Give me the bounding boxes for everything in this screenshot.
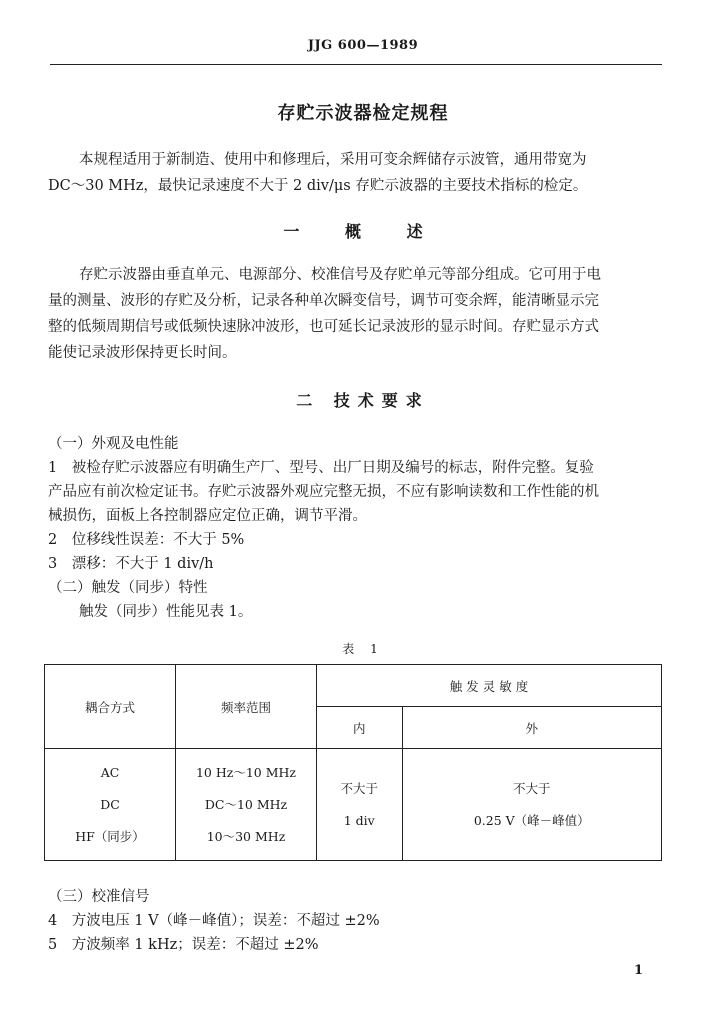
requirements-block [48, 432, 599, 624]
subsection-trigger: （二）触发（同步）特性 [48, 580, 208, 596]
table-cell: AC [100, 764, 120, 780]
table-cell: 10～30 MHz [206, 828, 286, 844]
intro-line: DC～30 MHz，最快记录速度不大于 2 div/μs 存贮示波器的主要技术指标的检定。 [48, 178, 588, 194]
standard-code: JJG 600—1989 [307, 38, 419, 53]
header-external: 外 [402, 707, 661, 749]
table-cell: DC～10 MHz [204, 796, 288, 812]
header-divider [50, 64, 662, 65]
table-cell: 不大于 [513, 780, 551, 796]
section-heading-requirements: 二 技术要求 [296, 391, 430, 410]
intro-paragraph [48, 147, 668, 199]
header-frequency: 频率范围 [176, 665, 317, 749]
requirement-item-1-cont: 产品应有前次检定证书。存贮示波器外观应完整无损，不应有影响读数和工作性能的机 [48, 484, 599, 500]
section-heading-overview: 一 概 述 [283, 222, 443, 241]
external-value [402, 749, 661, 861]
calibration-block [48, 885, 380, 957]
overview-line: 整的低频周期信号或低频快速脉冲波形，也可延长记录波形的显示时间。存贮显示方式 [48, 319, 599, 335]
overview-paragraph [48, 262, 668, 366]
subsection-appearance: （一）外观及电性能 [48, 436, 179, 452]
subsection-calibration: （三）校准信号 [48, 889, 150, 905]
table-cell: 0.25 V（峰－峰值） [473, 812, 590, 828]
requirement-item-1-cont: 械损伤，面板上各控制器应定位正确，调节平滑。 [48, 508, 367, 524]
calibration-item-4: 4 方波电压 1 V（峰－峰值）；误差：不超过 ±2% [48, 913, 380, 929]
trigger-note: 触发（同步）性能见表 1。 [79, 604, 253, 620]
document-title: 存贮示波器检定规程 [277, 103, 449, 124]
table-cell: DC [100, 796, 120, 812]
overview-line: 能使记录波形保持更长时间。 [48, 345, 237, 361]
header-sensitivity: 触 发 灵 敏 度 [317, 665, 662, 707]
calibration-item-5: 5 方波频率 1 kHz；误差：不超过 ±2% [48, 937, 319, 953]
requirement-item-3: 3 漂移：不大于 1 div/h [48, 556, 214, 572]
table-cell: 不大于 [340, 780, 379, 796]
header-coupling: 耦合方式 [45, 665, 176, 749]
page-number: 1 [634, 963, 644, 978]
overview-line: 量的测量、波形的存贮及分析，记录各种单次瞬变信号，调节可变余辉，能清晰显示完 [48, 293, 599, 309]
trigger-table [44, 664, 662, 861]
table-cell: 1 div [343, 812, 375, 828]
overview-line: 存贮示波器由垂直单元、电源部分、校准信号及存贮单元等部分组成。它可用于电 [79, 267, 601, 283]
header-internal: 内 [317, 707, 403, 749]
table-cell: HF（同步） [75, 828, 145, 844]
intro-line: 本规程适用于新制造、使用中和修理后，采用可变余辉储存示波管，通用带宽为 [79, 152, 587, 168]
table-cell: 10 Hz～10 MHz [195, 764, 297, 780]
internal-value [317, 749, 403, 861]
coupling-column [45, 749, 176, 861]
table-caption: 表 1 [342, 642, 384, 656]
requirement-item-2: 2 位移线性误差：不大于 5% [48, 532, 245, 548]
requirement-item-1: 1 被检存贮示波器应有明确生产厂、型号、出厂日期及编号的标志，附件完整。复验 [48, 460, 594, 476]
frequency-column [176, 749, 317, 861]
